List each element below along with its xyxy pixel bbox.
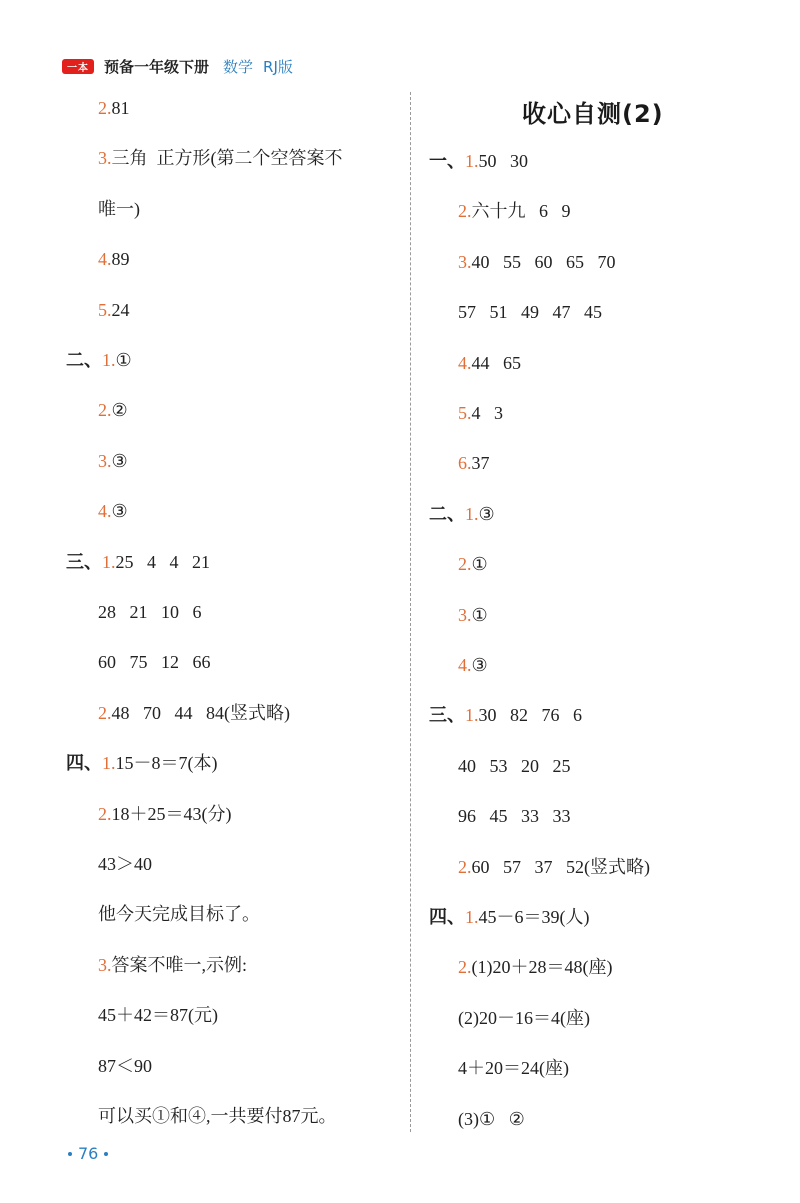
answer-text: 48 70 44 84(竖式略)	[111, 702, 290, 723]
answer-text: 57 51 49 47 45	[458, 302, 602, 323]
question-number: 2.	[98, 98, 112, 118]
answer-line	[458, 552, 488, 576]
answer-text: 六十九 6 9	[471, 201, 571, 222]
answer-line	[429, 149, 528, 174]
answer-text: ③	[478, 503, 495, 524]
answer-text: 可以买①和④,一共要付87元。	[98, 1106, 337, 1126]
answer-line	[98, 701, 290, 725]
answer-line	[98, 398, 128, 422]
page-number: 76	[78, 1144, 99, 1163]
question-number: 2.	[98, 803, 112, 824]
answer-text: 28 21 10 6	[98, 602, 202, 622]
answer-text: ③	[111, 501, 128, 522]
answer-line	[458, 855, 650, 879]
answer-line	[98, 499, 128, 523]
answer-line	[66, 550, 210, 575]
answer-text: 24	[111, 299, 130, 320]
answer-line	[458, 1006, 590, 1030]
answer-line	[98, 449, 128, 473]
section-label: 四、	[66, 753, 102, 775]
answer-text: 89	[111, 249, 130, 270]
answer-line	[458, 754, 571, 778]
footer-dot-right	[104, 1152, 108, 1156]
answer-line	[458, 250, 616, 274]
answer-text: (3)① ②	[458, 1108, 525, 1129]
answer-text: 45－6＝39(人)	[478, 907, 590, 927]
answer-line	[66, 751, 218, 776]
answer-line	[98, 802, 232, 826]
question-number: 1.	[465, 151, 479, 171]
answer-text: ①	[471, 554, 488, 575]
column-divider	[410, 92, 411, 1132]
answer-text: 18＋25＝43(分)	[111, 803, 232, 824]
question-number: 3.	[98, 148, 112, 169]
section-label: 一、	[429, 151, 465, 172]
page-header	[62, 54, 293, 78]
answer-line	[458, 955, 612, 979]
answer-text: 唯一)	[98, 198, 140, 219]
answer-text: 25 4 4 21	[115, 551, 210, 572]
answer-text: ②	[111, 400, 128, 421]
section-title: 收心自测(2)	[522, 100, 664, 128]
answer-line	[98, 1104, 337, 1128]
answer-line	[98, 1054, 152, 1078]
answer-text: 答案不唯一,示例:	[111, 954, 248, 975]
question-number: 1.	[465, 907, 479, 927]
section-label: 三、	[429, 705, 465, 727]
answer-text: 4＋20＝24(座)	[458, 1058, 569, 1079]
answer-text: 4 3	[471, 403, 503, 423]
answer-line	[98, 247, 130, 271]
answer-text: 45＋42＝87(元)	[98, 1005, 218, 1026]
question-number: 1.	[102, 753, 116, 774]
answer-line	[98, 600, 202, 624]
question-number: 6.	[458, 453, 472, 474]
publisher-logo: 一本	[62, 59, 94, 74]
answer-text: 15－8＝7(本)	[115, 753, 218, 774]
answer-text: 三角 正方形(第二个空答案不	[111, 148, 343, 169]
answer-text: 40 53 20 25	[458, 755, 571, 776]
question-number: 3.	[458, 251, 472, 272]
footer-dot-left	[68, 1152, 72, 1156]
answer-line	[458, 1056, 569, 1080]
answer-line	[458, 351, 521, 375]
answer-line	[429, 502, 495, 527]
answer-line	[98, 146, 343, 170]
edition-label: RJ版	[263, 57, 293, 76]
question-number: 5.	[458, 403, 472, 423]
question-number: 4.	[458, 655, 472, 675]
question-number: 1.	[465, 705, 479, 726]
question-number: 2.	[458, 856, 472, 877]
answer-line	[98, 298, 130, 322]
section-label: 四、	[429, 907, 465, 928]
answer-line	[458, 653, 488, 677]
answer-line	[98, 902, 260, 926]
answer-text: ①	[471, 604, 488, 625]
answer-line	[458, 603, 488, 627]
answer-line	[458, 1107, 525, 1131]
answer-text: ③	[111, 450, 128, 471]
answer-line	[458, 804, 571, 828]
question-number: 2.	[458, 957, 472, 978]
question-number: 3.	[98, 450, 112, 471]
question-number: 2.	[458, 201, 472, 222]
question-number: 2.	[98, 400, 112, 421]
answer-line	[98, 96, 130, 120]
answer-text: 43＞40	[98, 854, 152, 874]
question-number: 2.	[458, 554, 472, 575]
answer-text: 60 75 12 66	[98, 652, 211, 673]
question-number: 1.	[102, 551, 116, 572]
answer-line	[98, 650, 211, 674]
section-label: 二、	[66, 350, 102, 371]
question-number: 4.	[98, 249, 112, 270]
answer-line	[98, 197, 140, 221]
answer-line	[429, 703, 582, 728]
question-number: 4.	[98, 501, 112, 522]
section-label: 二、	[429, 503, 465, 525]
answer-line	[458, 401, 503, 425]
answer-line	[66, 348, 132, 373]
answer-line	[458, 451, 490, 475]
answer-text: 37	[471, 453, 490, 474]
answer-text: 87＜90	[98, 1055, 152, 1076]
section-label: 三、	[66, 551, 102, 573]
answer-line	[458, 300, 602, 324]
answer-text: ③	[471, 655, 488, 675]
answer-line	[458, 199, 571, 223]
answer-line	[98, 1003, 218, 1027]
answer-text: 44 65	[471, 352, 521, 373]
answer-text: 81	[111, 98, 130, 118]
answer-line	[429, 905, 590, 930]
answer-text: (1)20＋28＝48(座)	[471, 957, 613, 978]
subject-label: 数学	[223, 57, 254, 76]
question-number: 5.	[98, 299, 112, 320]
question-number: 1.	[102, 350, 116, 370]
question-number: 3.	[458, 604, 472, 625]
answer-line	[98, 953, 247, 977]
question-number: 1.	[465, 503, 479, 524]
answer-text: 60 57 37 52(竖式略)	[471, 856, 650, 877]
answer-text: 30 82 76 6	[478, 705, 582, 726]
answer-text: 他今天完成目标了。	[98, 904, 260, 925]
answer-text: ①	[115, 350, 132, 370]
question-number: 2.	[98, 702, 112, 723]
answer-text: (2)20－16＝4(座)	[458, 1007, 590, 1028]
question-number: 3.	[98, 954, 112, 975]
answer-line	[98, 852, 152, 876]
answer-text: 40 55 60 65 70	[471, 251, 616, 272]
page-footer	[68, 1144, 108, 1163]
answer-text: 96 45 33 33	[458, 806, 571, 827]
question-number: 4.	[458, 352, 472, 373]
answer-text: 50 30	[478, 151, 528, 171]
book-title: 预备一年级下册	[104, 57, 210, 76]
